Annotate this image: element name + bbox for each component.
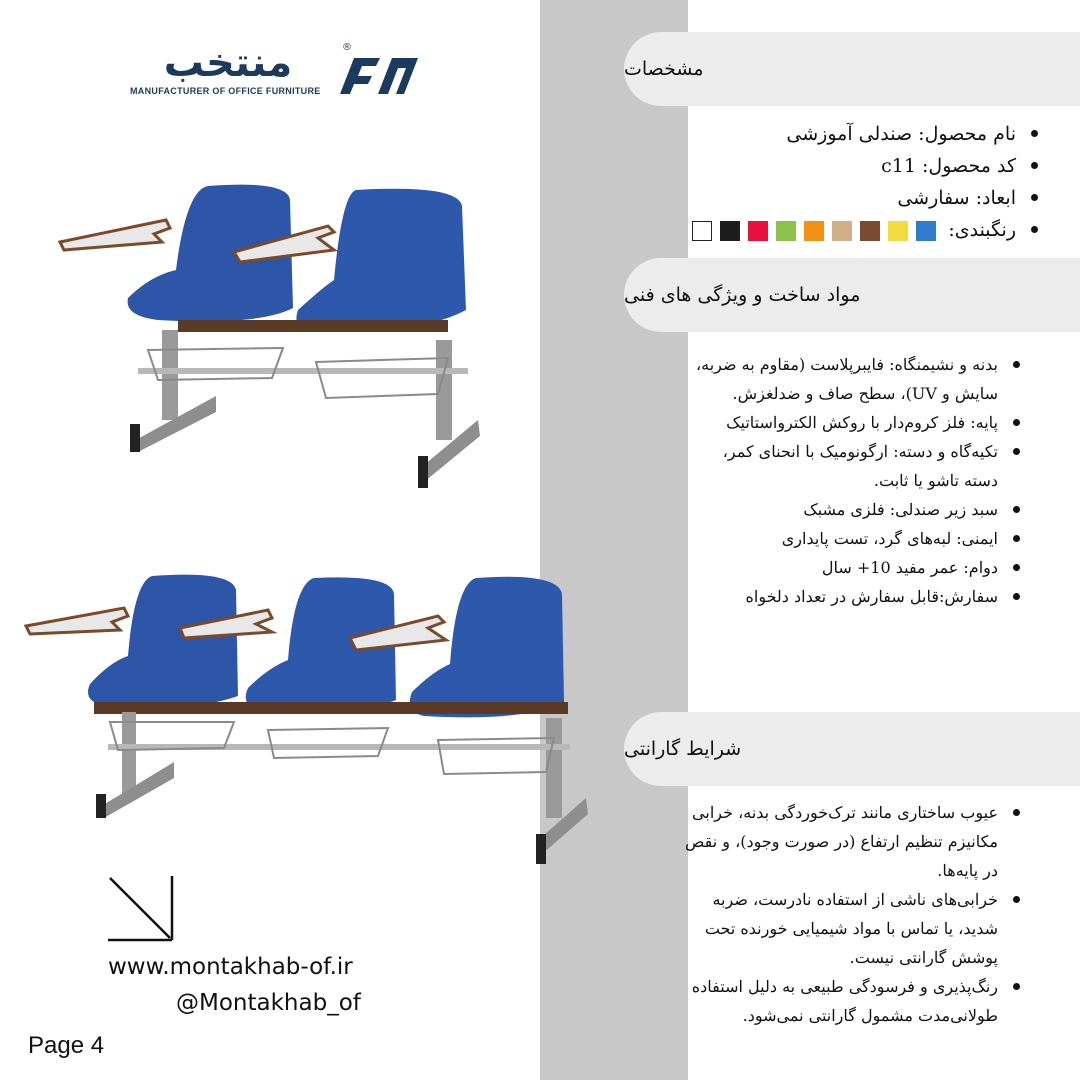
spec-item-product-name: نام محصول: صندلی آموزشی: [682, 118, 1042, 150]
diagonal-arrow-icon: [106, 874, 176, 944]
page-number: Page 4: [28, 1032, 105, 1059]
colors-label: رنگبندی:: [948, 219, 1016, 241]
color-swatch: [720, 221, 740, 241]
three-seat-chair-image: [24, 572, 590, 868]
color-swatch: [832, 221, 852, 241]
specs-list: [682, 118, 1042, 246]
color-swatch: [916, 221, 936, 241]
color-swatch: [888, 221, 908, 241]
feature-item-safety: ایمنی: لبه‌های گرد، تست پایداری: [684, 524, 1024, 553]
color-swatch: [776, 221, 796, 241]
logo-mark-icon: [332, 52, 420, 98]
warranty-item-excluded: خرابی‌های ناشی از استفاده نادرست، ضربه شدید، یا تماس با مواد شیمیایی خورنده تحت پوشش گارانتی نیست.: [684, 885, 1024, 972]
logo-tagline: MANUFACTURER OF OFFICE FURNITURE: [130, 86, 321, 96]
features-title: مواد ساخت و ویژگی های فنی: [624, 284, 861, 306]
spec-item-colors: [682, 214, 1042, 246]
warranty-header: [624, 712, 1080, 786]
feature-item-body: بدنه و نشیمنگاه: فایبرپلاست (مقاوم به ضربه، سایش و UV)، سطح صاف و ضدلغزش.: [684, 350, 1024, 408]
website-link[interactable]: www.montakhab-of.ir: [108, 954, 353, 980]
features-header: [624, 258, 1080, 332]
color-swatch: [748, 221, 768, 241]
feature-item-order: سفارش:قابل سفارش در تعداد دلخواه: [684, 582, 1024, 611]
color-swatches: [692, 221, 936, 241]
two-seat-chair-image: [58, 180, 488, 490]
spec-item-dimensions: ابعاد: سفارشی: [682, 182, 1042, 214]
features-list: [684, 350, 1024, 611]
color-swatch: [692, 221, 712, 241]
feature-item-backrest: تکیه‌گاه و دسته: ارگونومیک با انحنای کمر، دسته تاشو یا ثابت.: [684, 437, 1024, 495]
spec-item-product-code: کد محصول: c11: [682, 150, 1042, 182]
feature-item-base: پایه: فلز کروم‌دار با روکش الکترواستاتیک: [684, 408, 1024, 437]
color-swatch: [804, 221, 824, 241]
logo-wordmark: منتخب: [163, 40, 293, 86]
feature-item-durability: دوام: عمر مفید 10+ سال: [684, 553, 1024, 582]
warranty-item-covered: عیوب ساختاری مانند ترک‌خوردگی بدنه، خرابی مکانیزم تنظیم ارتفاع (در صورت وجود)، و نقص در پایه‌ها.: [684, 798, 1024, 885]
color-swatch: [860, 221, 880, 241]
brand-logo: [128, 40, 428, 110]
warranty-list: [684, 798, 1024, 1030]
specs-title: مشخصات: [624, 58, 704, 80]
warranty-title: شرایط گارانتی: [624, 738, 742, 760]
social-handle[interactable]: @Montakhab_of: [176, 990, 361, 1016]
gray-divider-strip: [540, 0, 688, 1080]
registered-mark: ®: [342, 42, 352, 53]
warranty-item-wear: رنگ‌پذیری و فرسودگی طبیعی به دلیل استفاده طولانی‌مدت مشمول گارانتی نمی‌شود.: [684, 972, 1024, 1030]
specs-header: [624, 32, 1080, 106]
feature-item-basket: سبد زیر صندلی: فلزی مشبک: [684, 495, 1024, 524]
